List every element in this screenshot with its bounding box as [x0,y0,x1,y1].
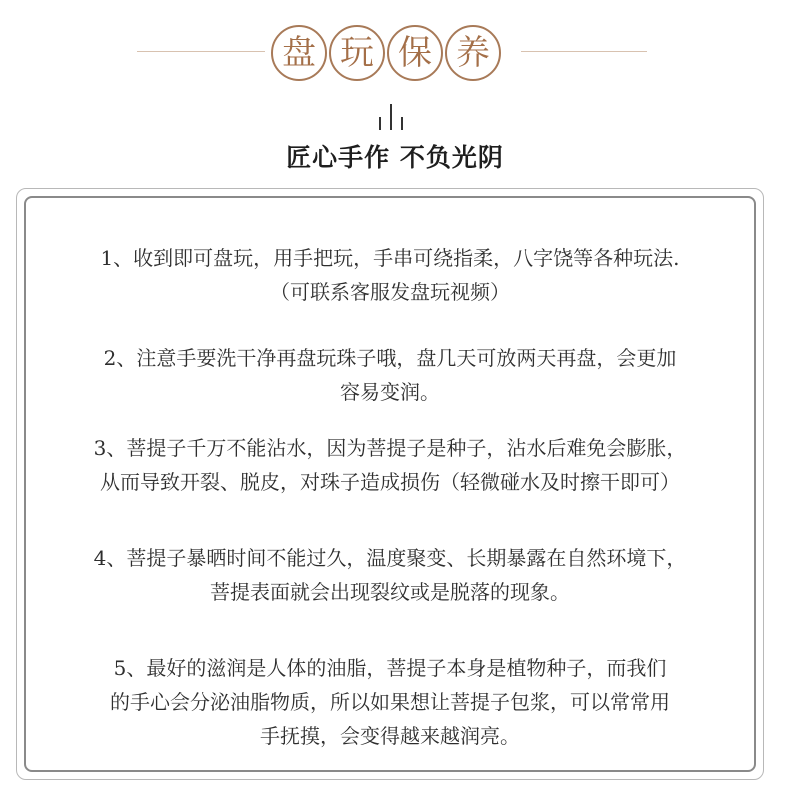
tip-item-2 [40,341,740,409]
page-title [271,25,501,81]
tip-line: 手抚摸，会变得越来越润亮。 [260,724,520,748]
title-char-2: 玩 [329,25,385,81]
tip-line: 4、菩提子暴晒时间不能过久，温度聚变、长期暴露在自然环境下， [93,546,687,570]
header-rule-right [521,51,647,52]
three-vertical-lines-icon [374,103,408,131]
tip-line: 的手心会分泌油脂物质，所以如果想让菩提子包浆，可以常常用 [110,690,670,714]
title-char-1: 盘 [271,25,327,81]
tip-line: 1、收到即可盘玩，用手把玩，手串可绕指柔，八字饶等各种玩法. [100,246,680,270]
tip-line: 3、菩提子千万不能沾水，因为菩提子是种子，沾水后难免会膨胀， [93,436,687,460]
tip-line: 5、最好的滋润是人体的油脂，菩提子本身是植物种子，而我们 [113,656,667,680]
tip-item-4 [40,541,740,609]
title-char-4: 养 [445,25,501,81]
tip-item-3 [40,431,740,499]
title-char-3: 保 [387,25,443,81]
tip-item-1 [40,241,740,309]
tip-line: 从而导致开裂、脱皮，对珠子造成损伤（轻微碰水及时擦干即可） [100,470,680,494]
tip-line: （可联系客服发盘玩视频） [270,280,510,304]
subtitle: 匠心手作 不负光阴 [286,143,504,172]
tip-line: 菩提表面就会出现裂纹或是脱落的现象。 [210,580,570,604]
tip-item-5 [40,651,740,753]
tip-line: 2、注意手要洗干净再盘玩珠子哦，盘几天可放两天再盘，会更加 [103,346,677,370]
header-rule-left [137,51,265,52]
tip-line: 容易变润。 [340,380,440,404]
